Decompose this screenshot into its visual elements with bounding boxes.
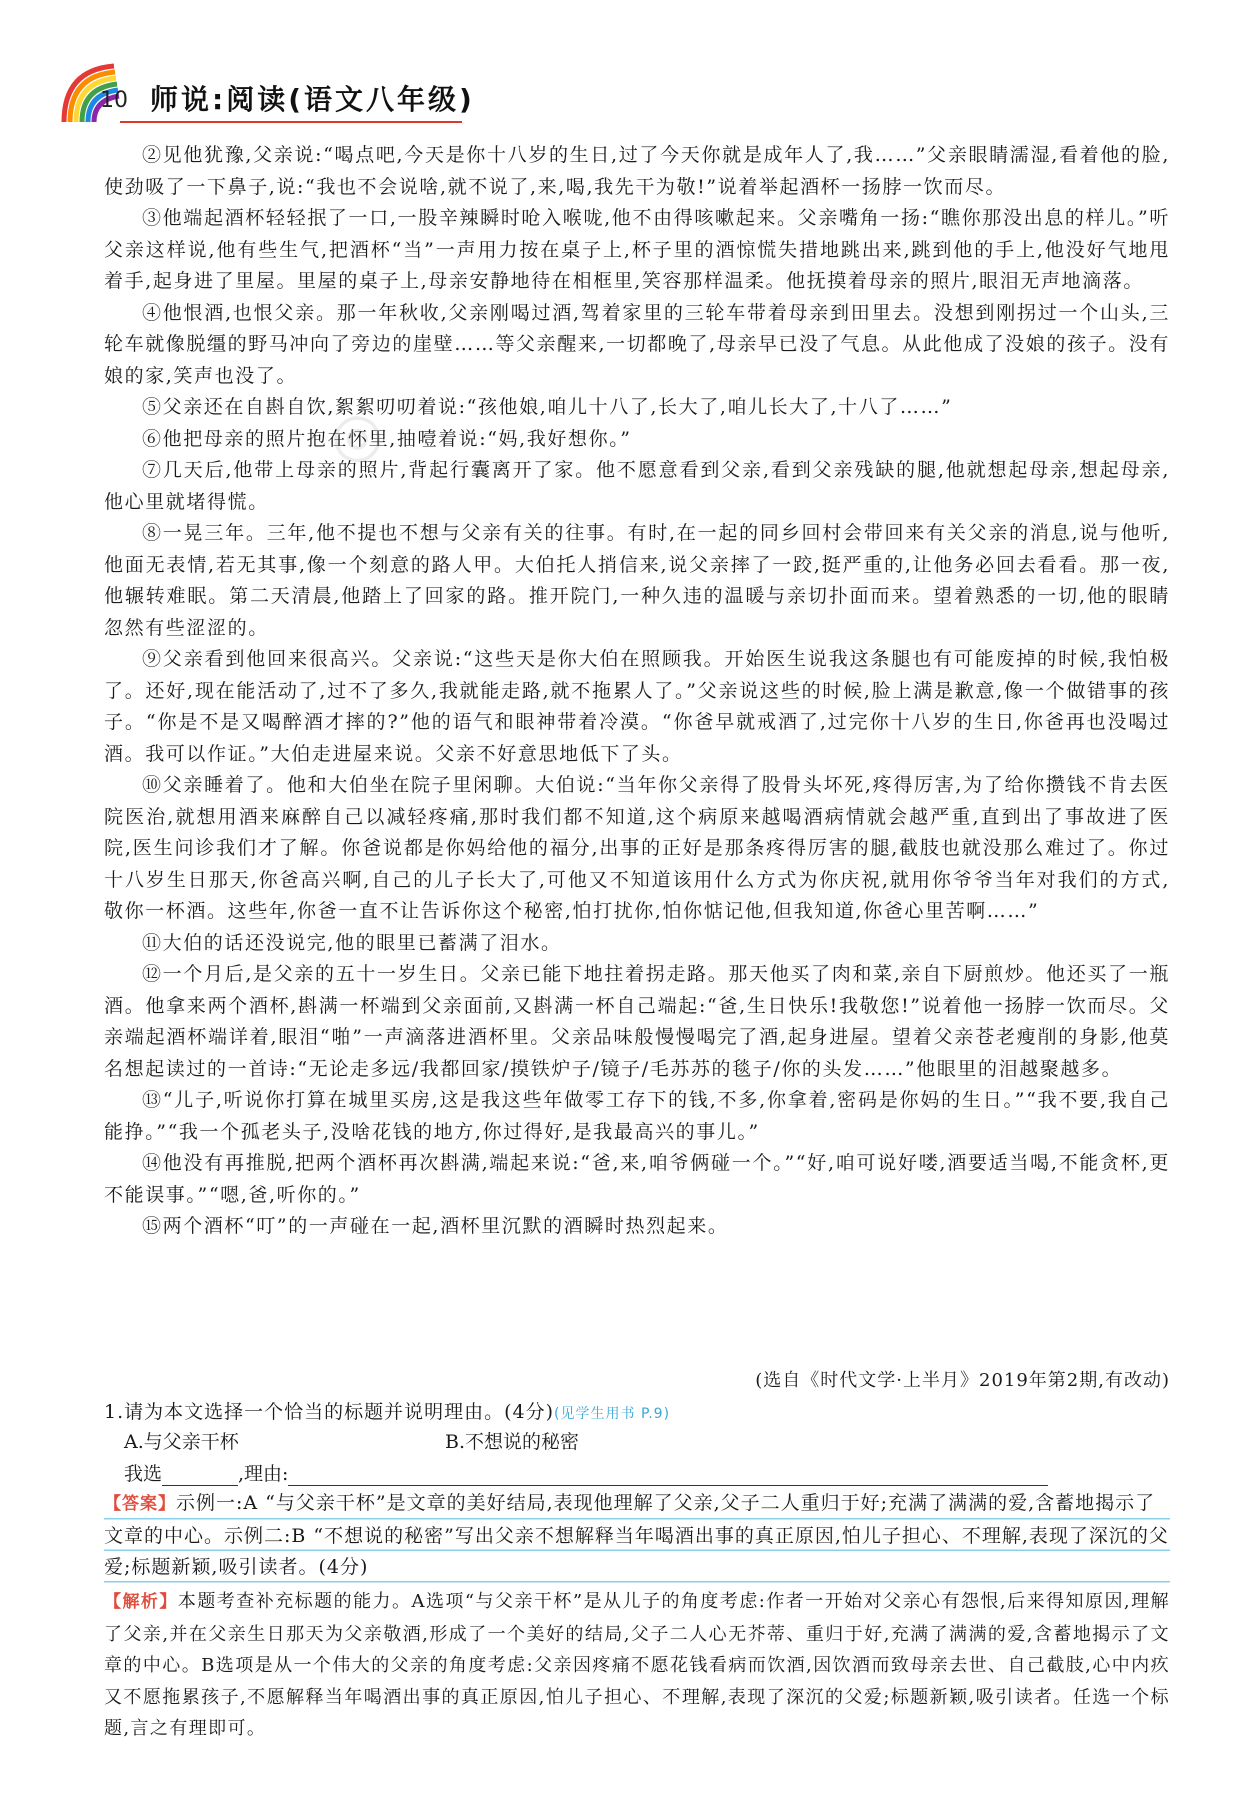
- paragraph-13: ⑬“儿子,听说你打算在城里买房,这是我这些年做零工存下的钱,不多,你拿着,密码是你妈的生日。”“我不要,我自己能挣。”“我一个孤老头子,没啥花钱的地方,你过得好,是我最高兴的事儿。”: [104, 1089, 1170, 1143]
- analysis-paragraph: [104, 1586, 1170, 1745]
- reason-label: ,理由:: [238, 1463, 289, 1485]
- paragraph-4: ④他恨酒,也恨父亲。那一年秋收,父亲刚喝过酒,驾着家里的三轮车带着母亲到田里去。没想到刚拐过一个山头,三轮车就像脱缰的野马冲向了旁边的崖壁……等父亲醒来,一切都晚了,母亲早已没了气息。从此他成了没娘的孩子。没有娘的家,笑声也没了。: [104, 301, 1170, 387]
- paragraph-9: ⑨父亲看到他回来很高兴。父亲说:“这些天是你大伯在照顾我。开始医生说我这条腿也有可能废掉的时候,我怕极了。还好,现在能活动了,过不了多久,我就能走路,就不拖累人了。”父亲说这些的时候,脸上满是歉意,像一个做错事的孩子。“你是不是又喝醉酒才摔的?”他的语气和眼神带着冷漠。“你爸早就戒酒了,过完你十八岁的生日,你爸再也没喝过酒。我可以作证。”大伯走进屋来说。父亲不好意思地低下了头。: [104, 648, 1170, 765]
- question-text: 1.请为本文选择一个恰当的标题并说明理由。(4分): [104, 1401, 555, 1423]
- option-a: A.与父亲干杯: [124, 1431, 239, 1453]
- option-b: B.不想说的秘密: [445, 1431, 580, 1453]
- answer-section: [104, 1488, 1170, 1584]
- answer-blanks: [124, 1459, 1048, 1486]
- paragraph-8: ⑧一晃三年。三年,他不提也不想与父亲有关的往事。有时,在一起的同乡回村会带回来有关父亲的消息,说与他听,他面无表情,若无其事,像一个刻意的路人甲。大伯托人捎信来,说父亲摔了一跤,挺严重的,让他务必回去看看。那一夜,他辗转难眠。第二天清晨,他踏上了回家的路。推开院门,一种久违的温暖与亲切扑面而来。望着熟悉的一切,他的眼睛忽然有些涩涩的。: [104, 522, 1170, 639]
- analysis-text: 本题考查补充标题的能力。A选项“与父亲干杯”是从儿子的角度考虑:作者一开始对父亲心有怨恨,后来得知原因,理解了父亲,并在父亲生日那天为父亲敬酒,形成了一个美好的结局,父子二人心无芥蒂、重归于好,充满了满满的爱,含蓄地揭示了文章的中心。B选项是从一个伟大的父亲的角度考虑:父亲因疼痛不愿花钱看病而饮酒,因饮酒而致母亲去世、自己截肢,心中内疚又不愿拖累孩子,不愿解释当年喝酒出事的真正原因,怕儿子担心、不理解,表现了深沉的父爱;标题新颖,吸引读者。任选一个标题,言之有理即可。: [104, 1591, 1170, 1739]
- answer-tag: 【答案】: [104, 1494, 176, 1514]
- question-1: [104, 1397, 670, 1424]
- paragraph-11: ⑪大伯的话还没说完,他的眼里已蓄满了泪水。: [142, 931, 562, 954]
- paragraph-10: ⑩父亲睡着了。他和大伯坐在院子里闲聊。大伯说:“当年你父亲得了股骨头坏死,疼得厉害,为了给你攒钱不肯去医院医治,就想用酒来麻醉自己以减轻疼痛,那时我们都不知道,这个病原来越喝酒病情就会越严重,直到出了事故进了医院,医生问诊我们才了解。你爸说都是你妈给他的福分,出事的正好是那条疼得厉害的腿,截肢也就没那么难过了。你过十八岁生日那天,你爸高兴啊,自己的儿子长大了,可他又不知道该用什么方式为你庆祝,就用你爷爷当年对我们的方式,敬你一杯酒。这些年,你爸一直不让告诉你这个秘密,怕打扰你,怕你惦记他,但我知道,你爸心里苦啊……”: [104, 774, 1170, 922]
- title-underline: [120, 121, 462, 123]
- book-title: 师说:阅读(语文八年级): [150, 83, 475, 116]
- analysis-tag: 【解析】: [104, 1592, 178, 1612]
- article-text: [104, 140, 1170, 1243]
- answer-text-line: [104, 1488, 1170, 1584]
- answer-text: 示例一:A “与父亲干杯”是文章的美好结局,表现他理解了父亲,父子二人重归于好;充满了满满的爱,含蓄地揭示了文章的中心。示例二:B “不想说的秘密”写出父亲不想解释当年喝酒出事的真正原因,怕儿子担心、不理解,表现了深沉的父爱;标题新颖,吸引读者。(4分): [104, 1492, 1169, 1578]
- paragraph-6: ⑥他把母亲的照片抱在怀里,抽噎着说:“妈,我好想你。”: [142, 427, 632, 450]
- analysis-section: [104, 1586, 1170, 1745]
- paragraph-14: ⑭他没有再推脱,把两个酒杯再次斟满,端起来说:“爸,来,咱爷俩碰一个。”“好,咱可说好喽,酒要适当喝,不能贪杯,更不能误事。”“嗯,爸,听你的。”: [104, 1152, 1170, 1206]
- choice-blank: [162, 1463, 238, 1486]
- choose-label: 我选: [124, 1463, 163, 1485]
- textbook-reference: (见学生用书 P.9): [554, 1406, 671, 1422]
- reason-blank: [288, 1463, 1048, 1486]
- paragraph-12: ⑫一个月后,是父亲的五十一岁生日。父亲已能下地拄着拐走路。那天他买了肉和菜,亲自下厨煎炒。他还买了一瓶酒。他拿来两个酒杯,斟满一杯端到父亲面前,又斟满一杯自己端起:“爸,生日快乐!我敬您!”说着他一扬脖一饮而尽。父亲端起酒杯端详着,眼泪“啪”一声滴落进酒杯里。父亲品味般慢慢喝完了酒,起身进屋。望着父亲苍老瘦削的身影,他莫名想起读过的一首诗:“无论走多远/我都回家/摸铁炉子/镜子/毛苏苏的毯子/你的头发……”他眼里的泪越聚越多。: [104, 963, 1170, 1080]
- source-citation: (选自《时代文学·上半月》2019年第2期,有改动): [755, 1370, 1170, 1391]
- watermark-seal: ◎: [321, 394, 391, 476]
- paragraph-7: ⑦几天后,他带上母亲的照片,背起行囊离开了家。他不愿意看到父亲,看到父亲残缺的腿,他就想起母亲,想起母亲,他心里就堵得慌。: [104, 459, 1170, 513]
- paragraph-5: ⑤父亲还在自斟自饮,絮絮叨叨着说:“孩他娘,咱儿十八了,长大了,咱儿长大了,十八了……”: [142, 396, 953, 418]
- paragraph-3: ③他端起酒杯轻轻抿了一口,一股辛辣瞬时呛入喉咙,他不由得咳嗽起来。父亲嘴角一扬:“瞧你那没出息的样儿。”听父亲这样说,他有些生气,把酒杯“当”一声用力按在桌子上,杯子里的酒惊慌失措地跳出来,跳到他的手上,他没好气地甩着手,起身进了里屋。里屋的桌子上,母亲安静地待在相框里,笑容那样温柔。他抚摸着母亲的照片,眼泪无声地滴落。: [104, 207, 1170, 292]
- page-number: 10: [100, 88, 128, 113]
- paragraph-15: ⑮两个酒杯“叮”的一声碰在一起,酒杯里沉默的酒瞬时热烈起来。: [142, 1215, 729, 1237]
- paragraph-2: ②见他犹豫,父亲说:“喝点吧,今天是你十八岁的生日,过了今天你就是成年人了,我……”父亲眼睛濡湿,看着他的脸,使劲吸了一下鼻子,说:“我也不会说啥,就不说了,来,喝,我先干为敬!”说着举起酒杯一扬脖一饮而尽。: [104, 144, 1170, 198]
